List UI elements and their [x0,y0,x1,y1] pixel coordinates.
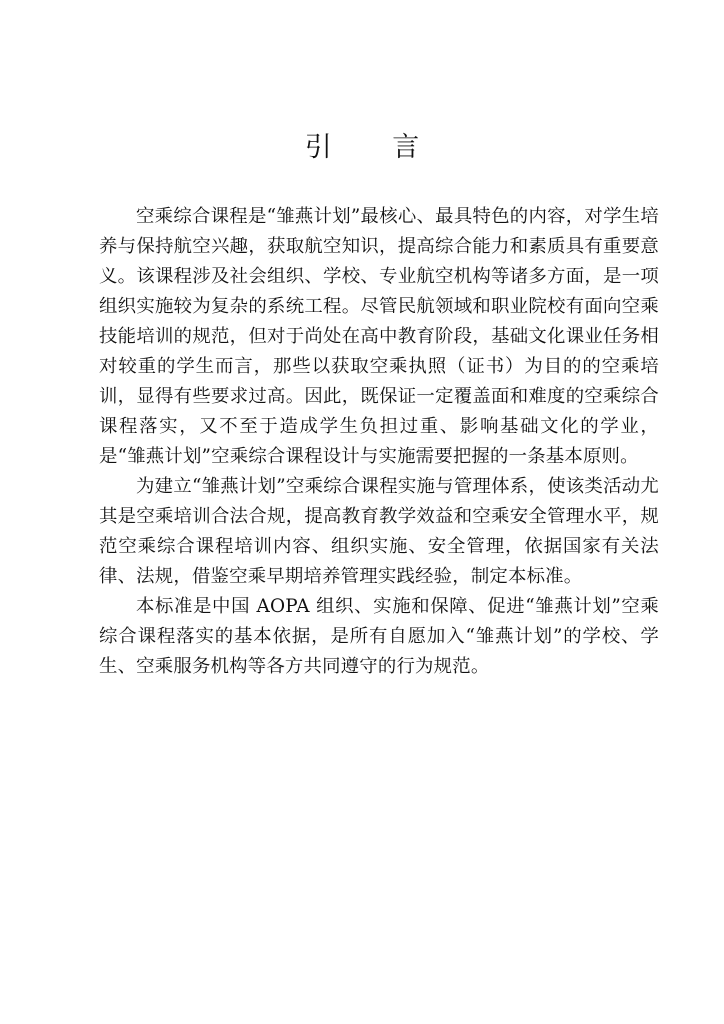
page-title: 引 言 [304,132,446,163]
body-text [99,202,659,682]
paragraph-1: 空乘综合课程是“雏燕计划”最核心、最具特色的内容，对学生培养与保持航空兴趣，获取航空知识，提高综合能力和素质具有重要意义。该课程涉及社会组织、学校、专业航空机构等诸多方面，是一项组织实施较为复杂的系统工程。尽管民航领域和职业院校有面向空乘技能培训的规范，但对于尚处在高中教育阶段，基础文化课业任务相对较重的学生而言，那些以获取空乘执照（证书）为目的的空乘培训，显得有些要求过高。因此，既保证一定覆盖面和难度的空乘综合课程落实，又不至于造成学生负担过重、影响基础文化的学业，是“雏燕计划”空乘综合课程设计与实施需要把握的一条基本原则。 [99,206,659,467]
paragraph-2: 为建立“雏燕计划”空乘综合课程实施与管理体系，使该类活动尤其是空乘培训合法合规，提高教育教学效益和空乘安全管理水平，规范空乘综合课程培训内容、组织实施、安全管理，依据国家有关法律、法规，借鉴空乘早期培养管理实践经验，制定本标准。 [99,476,659,587]
paragraph-3: 本标准是中国 AOPA 组织、实施和保障、促进“雏燕计划”空乘综合课程落实的基本依据，是所有自愿加入“雏燕计划”的学校、学生、空乘服务机构等各方共同遵守的行为规范。 [99,596,659,677]
